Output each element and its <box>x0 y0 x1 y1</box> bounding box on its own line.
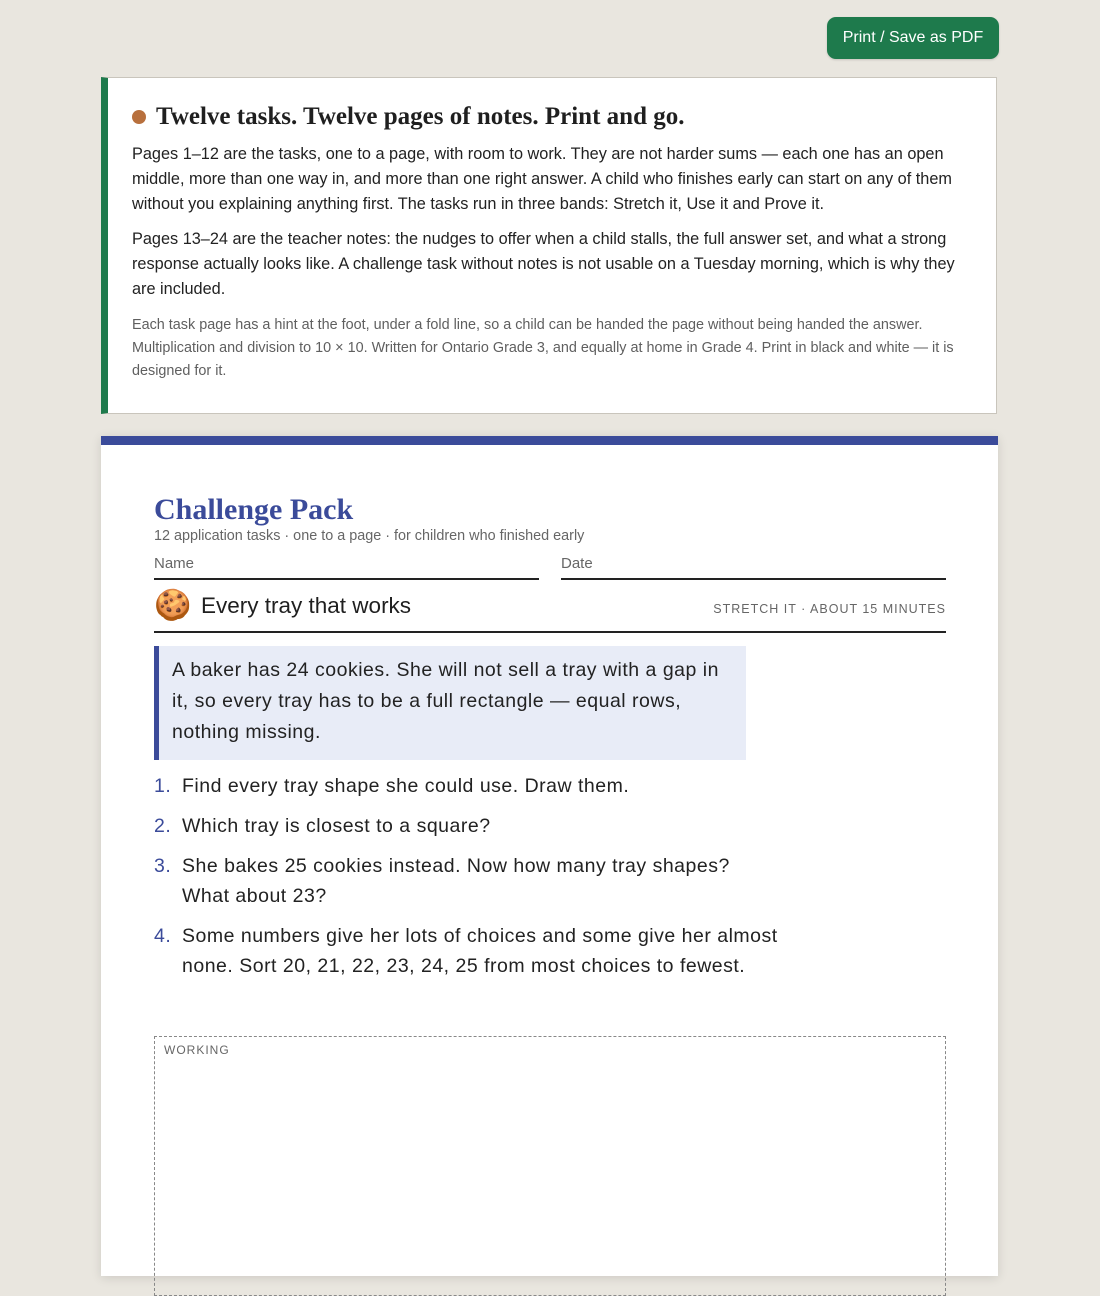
question-number: 2. <box>154 815 172 837</box>
date-label: Date <box>561 555 593 572</box>
name-field[interactable] <box>154 578 539 580</box>
intro-paragraph-tasks: Pages 1–12 are the tasks, one to a page, with room to work. They are not harder sums — each one has an open middle, more than one way in, and more than one right answer. A child who finishes early can start on any of them without you explaining anything first. The tasks run in three bands: Stretch it, Use it and Prove it. <box>132 145 952 213</box>
question-text: Which tray is closest to a square? <box>182 815 491 837</box>
question-text: She bakes 25 cookies instead. Now how many tray shapes? What about 23? <box>182 855 730 907</box>
pack-title: Challenge Pack <box>154 493 354 526</box>
list-item <box>154 811 794 841</box>
cookie-icon: 🍪 <box>154 589 192 622</box>
intro-note: Each task page has a hint at the foot, under a fold line, so a child can be handed the page without being handed the answer. Multiplication and division to 10 × 10. Written for Ontario Grade 3, and equally at home in Grade 4. Print in black and white — it is designed for it. <box>132 317 954 379</box>
question-number: 1. <box>154 775 172 797</box>
print-save-pdf-button[interactable]: Print / Save as PDF <box>827 17 999 59</box>
task-header <box>154 587 946 633</box>
working-label: WORKING <box>164 1043 230 1057</box>
name-label: Name <box>154 555 195 572</box>
question-number: 4. <box>154 925 172 947</box>
task-title: Every tray that works <box>201 593 412 618</box>
question-text: Find every tray shape she could use. Draw them. <box>182 775 630 797</box>
list-item <box>154 921 794 981</box>
question-text: Some numbers give her lots of choices and some give her almost none. Sort 20, 21, 22, 23, 24, 25 from most choices to fewest. <box>182 925 778 977</box>
bullet-dot-icon <box>132 110 146 124</box>
working-area[interactable] <box>154 1036 946 1296</box>
intro-title: Twelve tasks. Twelve pages of notes. Print and go. <box>156 103 685 130</box>
intro-paragraph-notes: Pages 13–24 are the teacher notes: the nudges to offer when a child stalls, the full answer set, and what a strong response actually looks like. A challenge task without notes is not usable on a Tuesday morning, which is why they are included. <box>132 230 955 298</box>
question-list <box>154 771 794 991</box>
intro-panel <box>101 77 997 414</box>
date-field[interactable] <box>561 578 946 580</box>
list-item <box>154 851 794 911</box>
question-number: 3. <box>154 855 172 877</box>
scenario-callout: A baker has 24 cookies. She will not sell a tray with a gap in it, so every tray has to be a full rectangle — equal rows, nothing missing. <box>154 646 746 760</box>
pack-subtitle: 12 application tasks · one to a page · for children who finished early <box>154 528 585 544</box>
intro-heading <box>132 102 972 132</box>
list-item <box>154 771 794 801</box>
task-meta: STRETCH IT · ABOUT 15 MINUTES <box>713 602 946 616</box>
task-sheet <box>101 436 998 1276</box>
